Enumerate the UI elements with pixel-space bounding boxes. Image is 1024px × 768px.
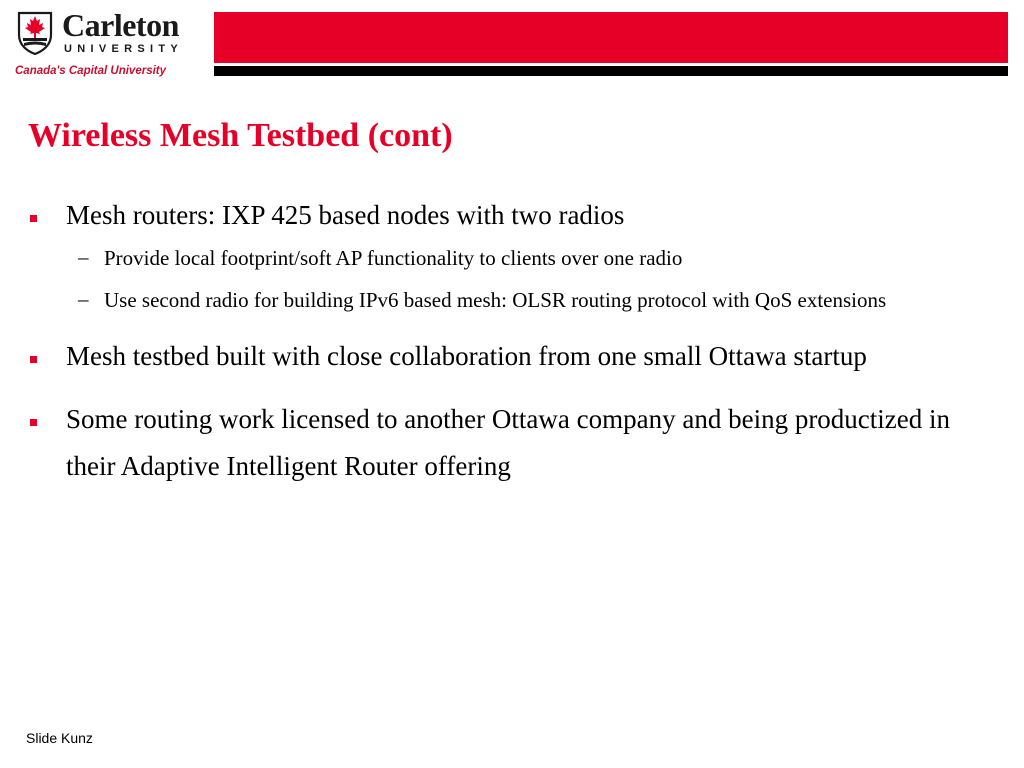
dash-icon: – [78, 287, 89, 311]
bullet-square-icon [30, 215, 37, 222]
logo-name: Carleton [62, 7, 179, 43]
sub-bullet-item [0, 281, 1024, 319]
logo-tagline: Canada's Capital University [15, 65, 167, 77]
bullet-text: Some routing work licensed to another Ottawa company and being productized in their Adaptive Intelligent Router offering [66, 404, 951, 481]
bullet-square-icon [30, 356, 37, 363]
sub-bullet-text: Provide local footprint/soft AP functionality to clients over one radio [104, 246, 683, 270]
bullet-text: Mesh routers: IXP 425 based nodes with two radios [66, 200, 625, 230]
header-red-bar [214, 12, 1008, 63]
logo-university: UNIVERSITY [64, 43, 184, 55]
bullet-item [0, 333, 1024, 380]
maple-leaf-crest-icon [17, 11, 53, 55]
slide-title: Wireless Mesh Testbed (cont) [28, 117, 453, 154]
header-black-bar [214, 66, 1008, 76]
carleton-logo [14, 8, 194, 80]
slide-footer: Slide Kunz [26, 730, 93, 746]
bullet-text: Mesh testbed built with close collaboration from one small Ottawa startup [66, 341, 867, 371]
dash-icon: – [78, 245, 89, 269]
sub-bullet-item [0, 239, 1024, 277]
sub-bullet-text: Use second radio for building IPv6 based mesh: OLSR routing protocol with QoS extensions [104, 288, 887, 312]
slide-content [0, 192, 1024, 490]
bullet-item [0, 396, 1024, 490]
bullet-square-icon [30, 419, 37, 426]
bullet-item [0, 192, 1024, 239]
